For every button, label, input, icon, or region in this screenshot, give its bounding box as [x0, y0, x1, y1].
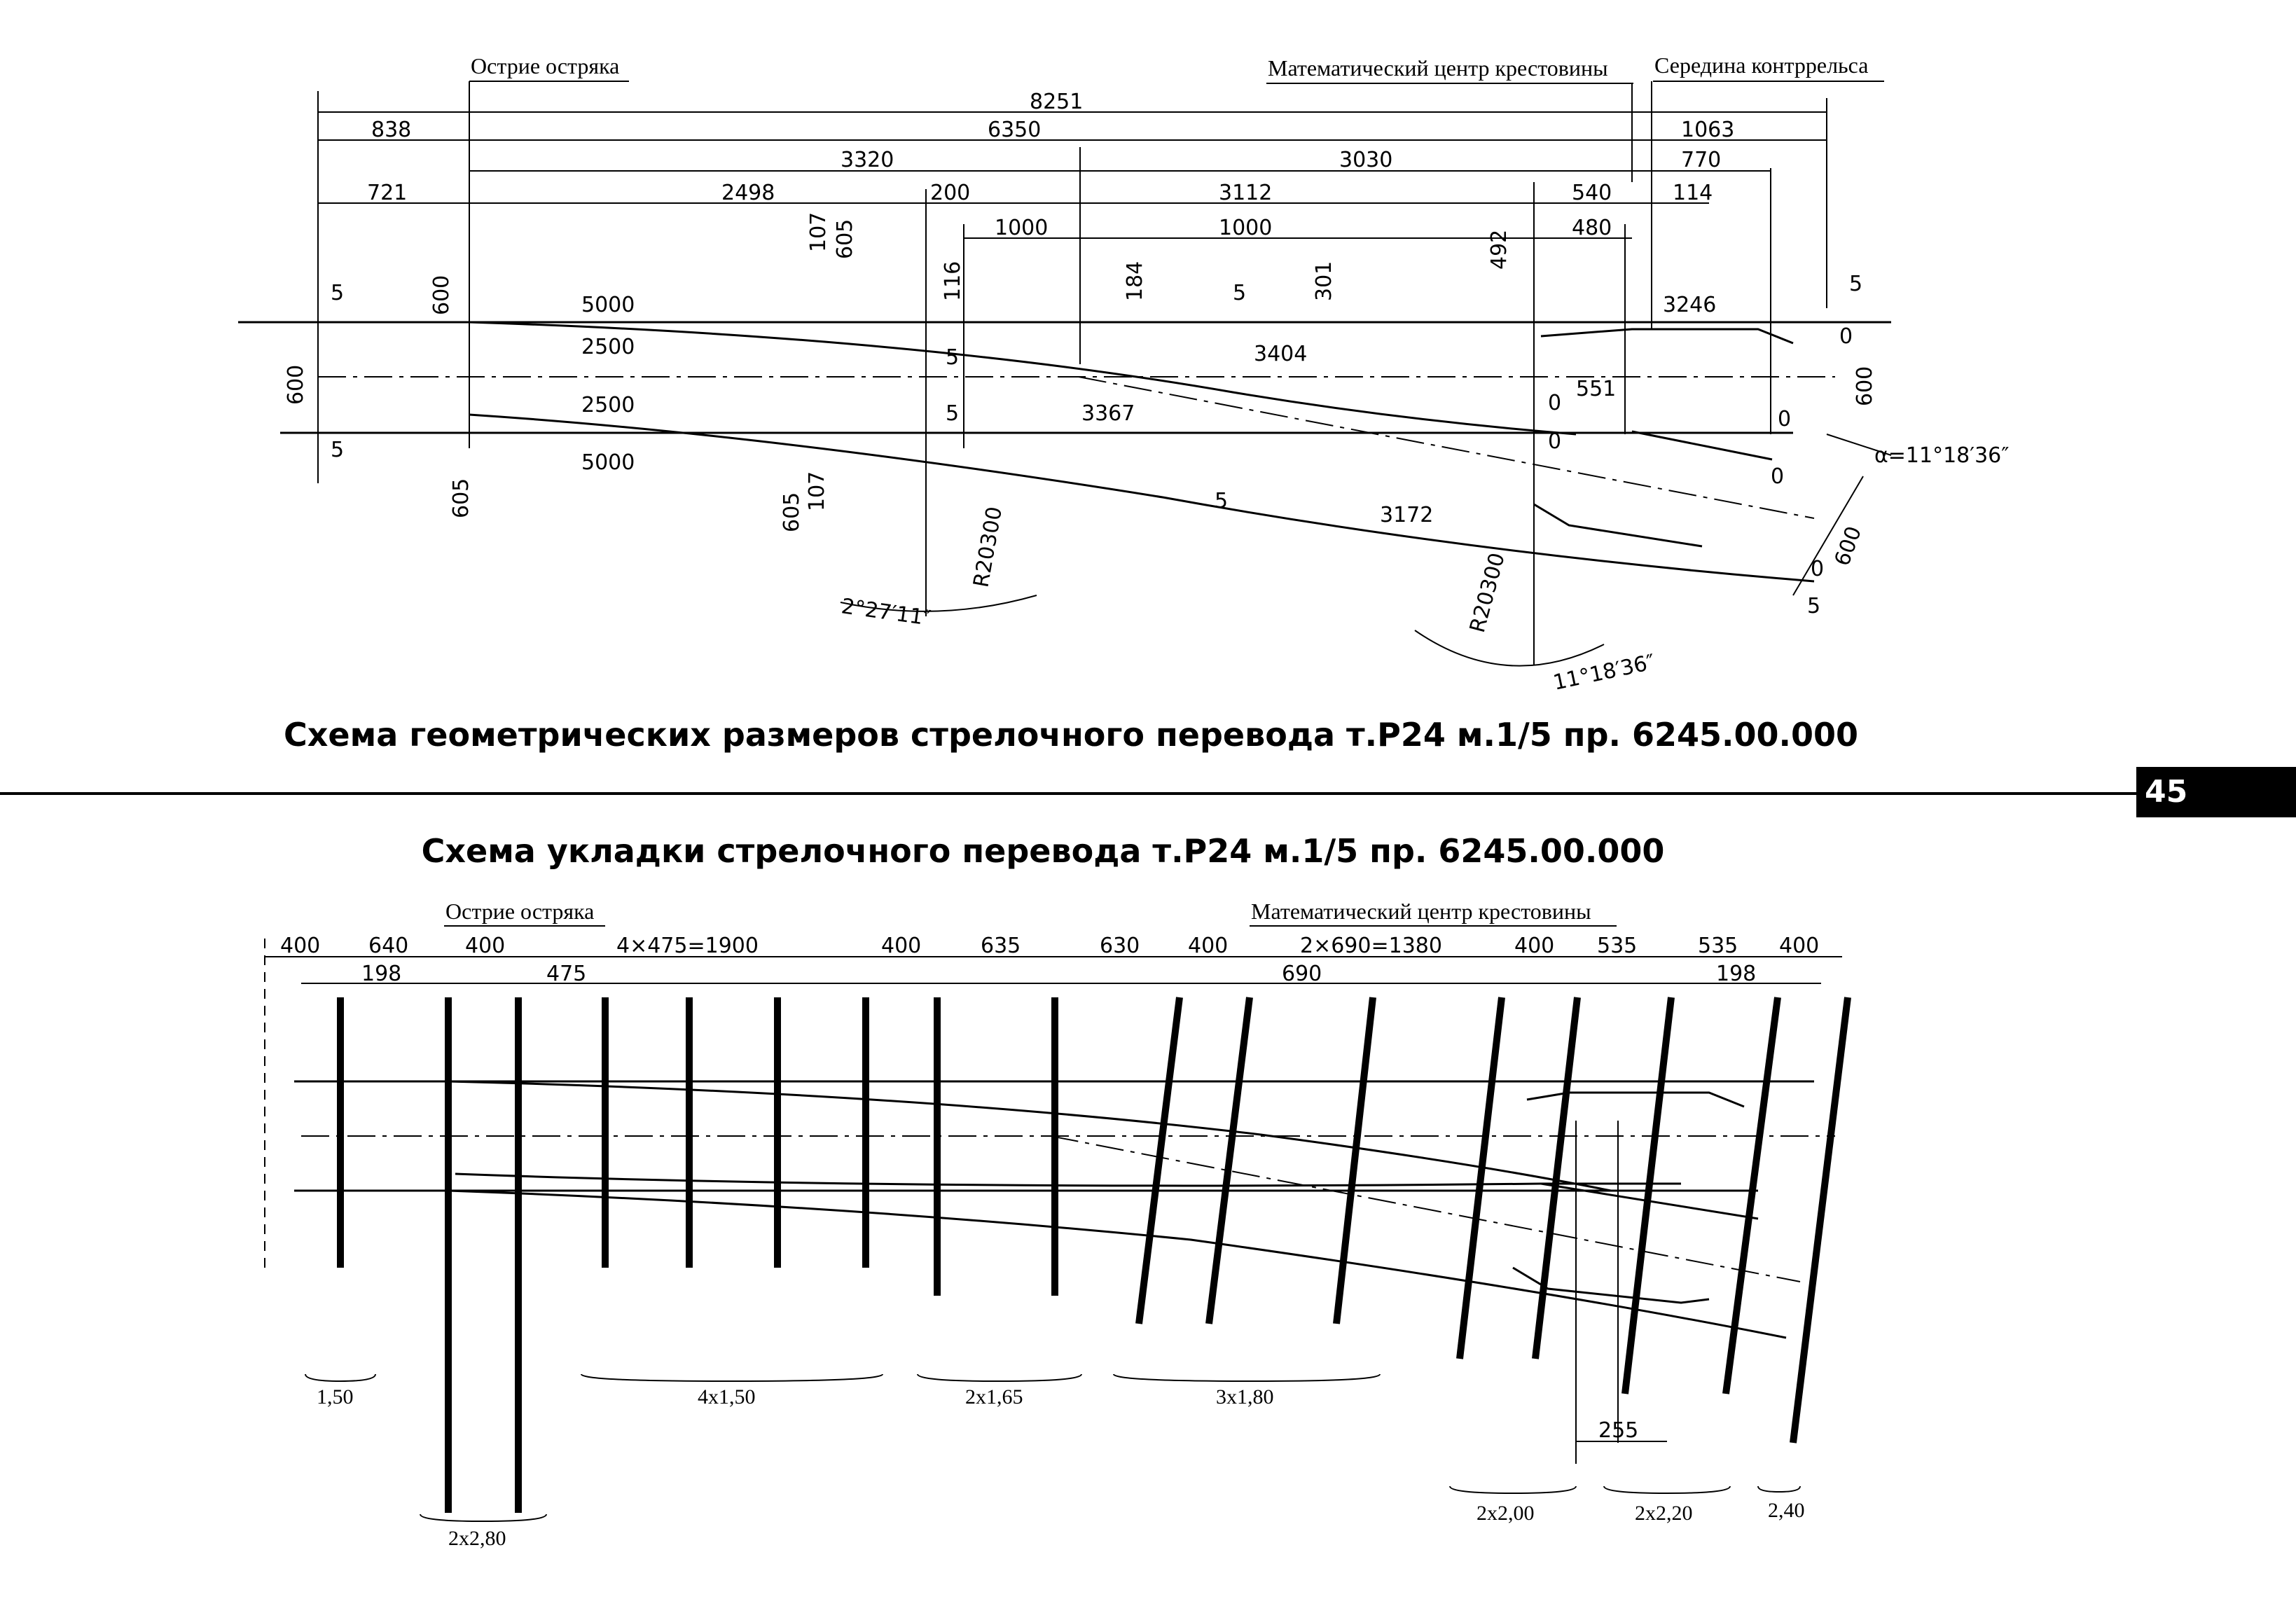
vdim-600-left: 600 [284, 364, 308, 405]
dim-1063: 1063 [1681, 118, 1735, 142]
rail-len-2500-b: 2500 [581, 393, 635, 417]
sub-198: 198 [1716, 962, 1757, 986]
gap-5: 5 [331, 438, 345, 462]
extension-lines [318, 81, 1827, 665]
gap-5: 5 [1233, 281, 1247, 305]
sleeper [1460, 997, 1502, 1359]
sleeper [1139, 997, 1180, 1324]
spacing-400: 400 [1188, 934, 1229, 958]
sub-690: 690 [1282, 962, 1322, 986]
rail-len-5000-top: 5000 [581, 293, 635, 317]
vdim-301: 301 [1312, 261, 1336, 301]
dim-770: 770 [1681, 148, 1722, 172]
vdim-107-top: 107 [806, 212, 831, 252]
dim-3320: 3320 [841, 148, 894, 172]
spacing-630: 630 [1100, 934, 1140, 958]
arc-angle-2 [1415, 630, 1604, 666]
vdim-600-diverging: 600 [1830, 522, 1867, 569]
rail-len-3246: 3246 [1663, 293, 1717, 317]
sleeper [1793, 997, 1848, 1443]
sub-198: 198 [361, 962, 402, 986]
dim-255: 255 [1598, 1418, 1639, 1443]
rail-len-551: 551 [1576, 377, 1617, 401]
dim-540: 540 [1572, 181, 1612, 205]
tie-group-1-50: 1,50 [317, 1385, 354, 1408]
vdim-492: 492 [1487, 229, 1512, 270]
dim-8251: 8251 [1030, 90, 1084, 114]
gap-5: 5 [1849, 272, 1863, 296]
vdim-600-right: 600 [1853, 366, 1877, 406]
label-switch-tip: Острие остряка [445, 899, 595, 924]
label-frog-center: Математический центр крестовины [1268, 55, 1608, 81]
vdim-605-bottom: 605 [449, 478, 473, 518]
tie-group-2x1-65: 2х1,65 [965, 1385, 1023, 1408]
spacing-2x690: 2×690=1380 [1300, 934, 1442, 958]
dim-838: 838 [371, 118, 412, 142]
zero-mark: 0 [1771, 464, 1785, 489]
radius-label-1: R20300 [969, 504, 1008, 590]
radius-label-2: R20300 [1465, 550, 1510, 636]
sleeper [1336, 997, 1373, 1324]
spacing-400: 400 [465, 934, 506, 958]
label-frog-center: Математический центр крестовины [1251, 899, 1591, 924]
angle-label-1: 2°27′11″ [839, 594, 932, 631]
tie-group-2x2-00: 2х2,00 [1477, 1502, 1535, 1525]
spacing-4x475: 4×475=1900 [616, 934, 759, 958]
spacing-640: 640 [368, 934, 409, 958]
sub-475: 475 [546, 962, 587, 986]
tie-group-2x2-20: 2х2,20 [1635, 1502, 1693, 1525]
laying-rails [294, 1081, 1835, 1338]
zero-mark: 0 [1548, 429, 1562, 454]
dim-2498: 2498 [721, 181, 775, 205]
gap-5: 5 [1807, 594, 1821, 618]
dim-721: 721 [367, 181, 408, 205]
vdim-605-low: 605 [780, 492, 804, 532]
label-switch-tip: Острие остряка [471, 53, 620, 78]
dim-1000b: 1000 [1219, 216, 1273, 240]
tie-group-2-40: 2,40 [1768, 1499, 1805, 1522]
gap-5: 5 [946, 401, 960, 426]
dim-3112: 3112 [1219, 181, 1273, 205]
vdim-107-low: 107 [805, 471, 829, 511]
tie-group-4x1-50: 4х1,50 [698, 1385, 756, 1408]
spacing-400: 400 [1514, 934, 1555, 958]
dim-6350: 6350 [988, 118, 1042, 142]
gap-5: 5 [946, 345, 960, 370]
switch-rails [238, 322, 1891, 595]
vdim-605-top: 605 [833, 219, 857, 259]
tie-group-2x2-80: 2х2,80 [448, 1527, 506, 1550]
zero-mark: 0 [1839, 324, 1853, 349]
sleeper [1625, 997, 1671, 1394]
label-guard-rail-middle: Середина контррельса [1654, 53, 1869, 78]
vdim-116: 116 [941, 261, 965, 301]
dim-3030: 3030 [1339, 148, 1393, 172]
sleeper [1209, 997, 1250, 1324]
dim-480: 480 [1572, 216, 1612, 240]
laying-title: Схема укладки стрелочного перевода т.Р24 м.1/5 пр. 6245.00.000 [421, 832, 1665, 870]
zero-mark: 0 [1778, 407, 1792, 431]
zero-mark: 0 [1548, 391, 1562, 415]
geometry-title: Схема геометрических размеров стрелочного перевода т.Р24 м.1/5 пр. 6245.00.000 [283, 716, 1859, 754]
page-number: 45 [2136, 767, 2296, 817]
page-divider [0, 792, 2143, 795]
vdim-600-tip: 600 [429, 275, 454, 315]
dim-1000a: 1000 [995, 216, 1049, 240]
gap-5: 5 [1215, 489, 1229, 513]
spacing-400: 400 [1779, 934, 1820, 958]
spacing-400: 400 [881, 934, 922, 958]
zero-mark: 0 [1811, 557, 1825, 581]
dim-114: 114 [1673, 181, 1713, 205]
alpha-angle: α=11°18′36″ [1874, 443, 2010, 468]
spacing-635: 635 [981, 934, 1021, 958]
geometry-diagram [238, 53, 2009, 695]
dim-200: 200 [930, 181, 971, 205]
spacing-535: 535 [1597, 934, 1638, 958]
tie-group-3x1-80: 3х1,80 [1216, 1385, 1274, 1408]
rail-len-2500-a: 2500 [581, 335, 635, 359]
rail-len-3172: 3172 [1380, 503, 1434, 527]
spacing-535: 535 [1698, 934, 1738, 958]
laying-diagram [265, 899, 1848, 1550]
spacing-400: 400 [280, 934, 321, 958]
rail-len-3404: 3404 [1254, 342, 1308, 366]
angle-label-2: 11°18′36″ [1551, 649, 1657, 695]
gap-5: 5 [331, 281, 345, 305]
rail-len-3367: 3367 [1081, 401, 1135, 426]
rail-len-5000-bottom: 5000 [581, 450, 635, 475]
vdim-184: 184 [1123, 261, 1147, 301]
